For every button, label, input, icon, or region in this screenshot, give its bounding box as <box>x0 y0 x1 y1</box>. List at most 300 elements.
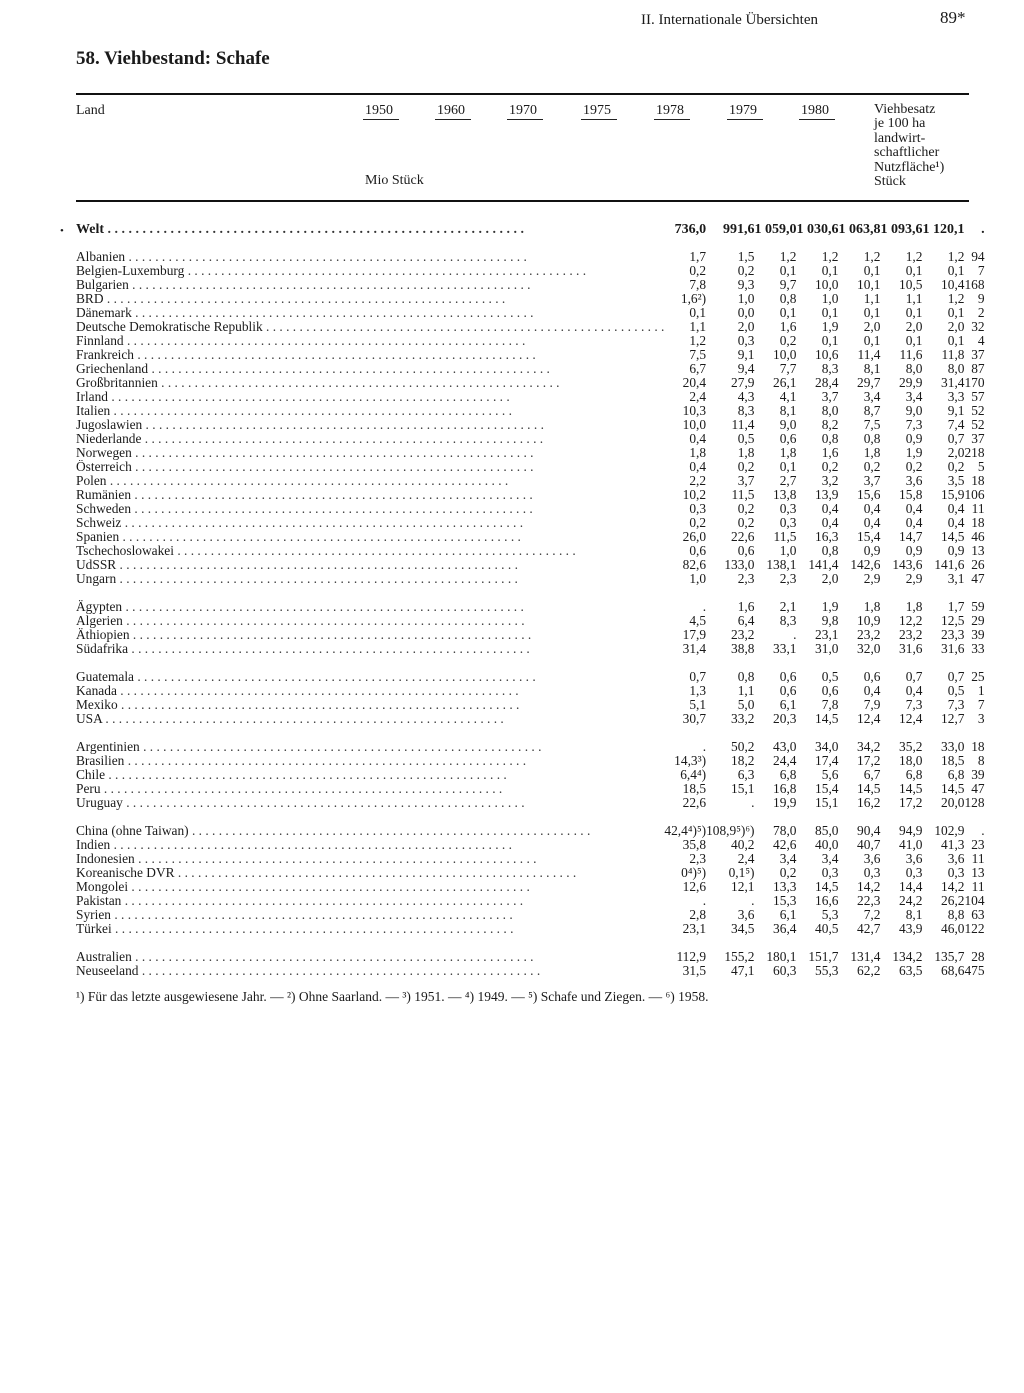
country-name: Chile . . . . . . . . . . . . . . . . . . . . . . . . . . . . . . . . . . . . . . . . . . . . . . . . . . . . . . . . . . . . <box>76 768 507 782</box>
country-name: Indonesien . . . . . . . . . . . . . . . . . . . . . . . . . . . . . . . . . . . . . . . . . . . . . . . . . . . . . . . . . . . . <box>76 852 537 866</box>
value-cell: 0,9 <box>905 543 923 558</box>
value-cell: 141,4 <box>808 557 839 572</box>
value-cell: 3,2 <box>821 473 839 488</box>
value-cell: 6,7 <box>689 361 707 376</box>
value-cell: 0,6 <box>779 669 797 684</box>
table-row <box>76 572 1024 586</box>
country-name: Türkei . . . . . . . . . . . . . . . . . . . . . . . . . . . . . . . . . . . . . . . . . . . . . . . . . . . . . . . . . . . . <box>76 922 514 936</box>
viehbesatz-cell: 94 <box>971 249 985 264</box>
value-cell: 0,3 <box>737 333 755 348</box>
viehbesatz-cell: 32 <box>971 319 985 334</box>
value-cell: 7,3 <box>905 417 923 432</box>
value-cell: 3,3 <box>947 389 965 404</box>
value-cell: 14,5 <box>815 879 839 894</box>
value-cell: 1,1 <box>689 319 707 334</box>
value-cell: 0,9 <box>863 543 881 558</box>
value-cell: 15,1 <box>815 795 839 810</box>
viehbesatz-cell: 29 <box>971 613 985 628</box>
value-cell: 15,4 <box>857 529 881 544</box>
value-cell: 33,0 <box>941 739 965 754</box>
country-name: Südafrika . . . . . . . . . . . . . . . . . . . . . . . . . . . . . . . . . . . . . . . . . . . . . . . . . . . . . . . . . . . . <box>76 642 530 656</box>
table-row <box>76 838 1024 852</box>
value-cell: 42,7 <box>857 921 881 936</box>
value-cell: 0,1 <box>905 333 923 348</box>
value-cell: 7,9 <box>863 697 881 712</box>
value-cell: 90,4 <box>857 823 881 838</box>
value-cell: 141,6 <box>934 557 965 572</box>
value-cell: 23,3 <box>941 627 965 642</box>
value-cell: 15,6 <box>857 487 881 502</box>
value-cell: 7,3 <box>905 697 923 712</box>
value-cell: 131,4 <box>850 949 881 964</box>
viehbesatz-line-4: schaftlicher <box>874 145 940 161</box>
table-row <box>76 614 1024 628</box>
value-cell: 2,7 <box>779 473 797 488</box>
value-cell: 3,4 <box>863 389 881 404</box>
value-cell: 0,2 <box>779 333 797 348</box>
viehbesatz-cell: 37 <box>971 431 985 446</box>
country-name: Belgien-Luxemburg . . . . . . . . . . . . . . . . . . . . . . . . . . . . . . . . . . . . . . . . . . . . . . . . . . . . . . . . . . . . <box>76 264 587 278</box>
value-cell: 8,8 <box>947 907 965 922</box>
value-cell: 3,1 <box>947 571 965 586</box>
value-cell: 40,5 <box>815 921 839 936</box>
value-cell: 6,8 <box>779 767 797 782</box>
value-cell: 94,9 <box>899 823 923 838</box>
value-cell: 63,5 <box>899 963 923 978</box>
table-row <box>76 460 1024 474</box>
value-cell: 34,2 <box>857 739 881 754</box>
value-cell: 3,6 <box>737 907 755 922</box>
table-row <box>76 320 1024 334</box>
value-cell: 6,7 <box>863 767 881 782</box>
value-cell: 1,8 <box>905 599 923 614</box>
value-cell: 991,6 <box>722 222 755 237</box>
value-cell: 31,4 <box>682 641 707 656</box>
group-spacer-cell <box>76 586 1024 600</box>
value-cell: 3,7 <box>863 473 881 488</box>
viehbesatz-cell: 4 <box>977 333 985 348</box>
value-cell: 0,4 <box>821 515 839 530</box>
value-cell: 0,4 <box>863 501 881 516</box>
value-cell: 0,7 <box>947 431 965 446</box>
value-cell: 13,8 <box>773 487 797 502</box>
viehbesatz-line-3: landwirt- <box>874 130 926 146</box>
value-cell: 32,0 <box>857 641 881 656</box>
value-cell: 16,8 <box>773 781 797 796</box>
viehbesatz-line-1: Viehbesatz <box>874 102 936 117</box>
viehbesatz-cell: 13 <box>971 865 985 880</box>
viehbesatz-line-6: Stück <box>874 174 906 190</box>
value-cell: 1,2 <box>863 249 881 264</box>
value-cell: 1,2 <box>947 291 965 306</box>
value-cell: 3,5 <box>947 473 965 488</box>
value-cell: 0,6 <box>779 683 797 698</box>
value-cell: 18,5 <box>682 781 707 796</box>
value-cell: 29,9 <box>899 375 923 390</box>
value-cell: 17,2 <box>857 753 881 768</box>
country-name: Großbritannien . . . . . . . . . . . . . . . . . . . . . . . . . . . . . . . . . . . . . . . . . . . . . . . . . . . . . . . . . . . . <box>76 376 560 390</box>
value-cell: 135,7 <box>934 949 965 964</box>
value-cell: 0,6 <box>737 543 755 558</box>
running-header-section: II. Internationale Übersichten <box>641 12 819 28</box>
value-cell: 7,8 <box>689 277 707 292</box>
value-cell: 2,2 <box>689 473 707 488</box>
table-row <box>76 894 1024 908</box>
value-cell: 10,9 <box>857 613 881 628</box>
value-cell: 0,6 <box>821 683 839 698</box>
country-name: Peru . . . . . . . . . . . . . . . . . . . . . . . . . . . . . . . . . . . . . . . . . . . . . . . . . . . . . . . . . . . . <box>76 782 503 796</box>
viehbesatz-line-5: Nutzfläche¹) <box>874 159 945 175</box>
value-cell: 0,1 <box>947 305 965 320</box>
value-cell: 0,8 <box>821 543 839 558</box>
value-cell: 0,1 <box>821 263 839 278</box>
value-cell: 0,4 <box>947 501 965 516</box>
table-row <box>76 866 1024 880</box>
value-cell: 7,4 <box>947 417 965 432</box>
value-cell: 36,4 <box>773 921 797 936</box>
column-header-1978: 1978 <box>656 103 684 118</box>
value-cell: . <box>702 599 707 614</box>
value-cell: 35,2 <box>899 739 923 754</box>
value-cell: 16,3 <box>815 529 839 544</box>
table-row <box>76 964 1024 978</box>
viehbesatz-cell: 52 <box>971 403 985 418</box>
country-name: Australien . . . . . . . . . . . . . . . . . . . . . . . . . . . . . . . . . . . . . . . . . . . . . . . . . . . . . . . . . . . . <box>76 950 534 964</box>
value-cell: . <box>702 893 707 908</box>
value-cell: 17,2 <box>899 795 923 810</box>
value-cell: 11,6 <box>899 347 923 362</box>
value-cell: 1,0 <box>779 543 797 558</box>
table-row <box>76 264 1024 278</box>
column-header-1970: 1970 <box>509 103 537 118</box>
footnote: ¹) Für das letzte ausgewiesene Jahr. — ²) Ohne Saarland. — ³) 1951. — ⁴) 1949. — ⁵) Schafe und Ziegen. — ⁶) 1958. <box>76 989 709 1004</box>
viehbesatz-cell: 23 <box>971 837 985 852</box>
value-cell: 2,0 <box>947 319 965 334</box>
value-cell: 12,4 <box>899 711 923 726</box>
value-cell: 1,2 <box>779 249 797 264</box>
value-cell: 0,3 <box>689 501 707 516</box>
value-cell: 6,1 <box>779 697 797 712</box>
value-cell: 3,6 <box>905 851 923 866</box>
value-cell: 23,2 <box>899 627 923 642</box>
value-cell: 2,8 <box>689 907 707 922</box>
column-header-land: Land <box>76 103 105 118</box>
country-name: Jugoslawien . . . . . . . . . . . . . . . . . . . . . . . . . . . . . . . . . . . . . . . . . . . . . . . . . . . . . . . . . . . . <box>76 418 544 432</box>
viehbesatz-cell: 3 <box>977 711 985 726</box>
country-name: Finnland . . . . . . . . . . . . . . . . . . . . . . . . . . . . . . . . . . . . . . . . . . . . . . . . . . . . . . . . . . . . <box>76 334 526 348</box>
value-cell: 0,5 <box>947 683 965 698</box>
viehbesatz-cell: 28 <box>971 949 985 964</box>
viehbesatz-cell: 5 <box>977 459 985 474</box>
country-name: Mexiko . . . . . . . . . . . . . . . . . . . . . . . . . . . . . . . . . . . . . . . . . . . . . . . . . . . . . . . . . . . . <box>76 698 520 712</box>
value-cell: 6,8 <box>905 767 923 782</box>
viehbesatz-cell: . <box>981 222 985 237</box>
viehbesatz-cell: 7 <box>977 697 985 712</box>
table-row <box>76 250 1024 264</box>
value-cell: 15,4 <box>815 781 839 796</box>
value-cell: 1,2 <box>821 249 839 264</box>
value-cell: 12,5 <box>941 613 965 628</box>
table-row <box>76 278 1024 292</box>
value-cell: 13,3 <box>773 879 797 894</box>
value-cell: 1 120,1 <box>922 222 965 237</box>
value-cell: 1 059,0 <box>754 222 797 237</box>
value-cell: 33,2 <box>731 711 755 726</box>
value-cell: 14,5 <box>941 529 965 544</box>
viehbesatz-cell: 122 <box>964 921 985 936</box>
value-cell: 0,1 <box>905 263 923 278</box>
viehbesatz-cell: 18 <box>971 515 985 530</box>
value-cell: 0,7 <box>905 669 923 684</box>
value-cell: 138,1 <box>766 557 797 572</box>
value-cell: 0,2 <box>863 459 881 474</box>
value-cell: 0,4 <box>863 683 881 698</box>
group-spacer <box>76 936 1024 950</box>
table-row <box>76 950 1024 964</box>
value-cell: 2,1 <box>779 599 797 614</box>
table-row <box>76 768 1024 782</box>
value-cell: 2,0 <box>737 319 755 334</box>
table-row <box>76 446 1024 460</box>
value-cell: 1,8 <box>689 445 707 460</box>
value-cell: 26,0 <box>682 529 707 544</box>
group-spacer-cell <box>76 810 1024 824</box>
value-cell: 29,7 <box>857 375 881 390</box>
year-underline-1980 <box>799 119 835 120</box>
value-cell: 20,3 <box>773 711 797 726</box>
value-cell: 3,6 <box>863 851 881 866</box>
country-name: Niederlande . . . . . . . . . . . . . . . . . . . . . . . . . . . . . . . . . . . . . . . . . . . . . . . . . . . . . . . . . . . . <box>76 432 544 446</box>
value-cell: 23,2 <box>857 627 881 642</box>
country-name: Ägypten . . . . . . . . . . . . . . . . . . . . . . . . . . . . . . . . . . . . . . . . . . . . . . . . . . . . . . . . . . . . <box>76 600 524 614</box>
value-cell: 14,2 <box>941 879 965 894</box>
value-cell: 38,8 <box>731 641 755 656</box>
country-name: Bulgarien . . . . . . . . . . . . . . . . . . . . . . . . . . . . . . . . . . . . . . . . . . . . . . . . . . . . . . . . . . . . <box>76 278 531 292</box>
value-cell: 11,5 <box>773 529 797 544</box>
viehbesatz-cell: 33 <box>971 641 985 656</box>
value-cell: 42,4⁴)⁵) <box>664 823 707 838</box>
viehbesatz-cell: . <box>981 823 985 838</box>
value-cell: 0,1 <box>905 305 923 320</box>
value-cell: 2,9 <box>863 571 881 586</box>
viehbesatz-cell: 63 <box>971 907 985 922</box>
value-cell: 8,1 <box>863 361 881 376</box>
value-cell: 82,6 <box>682 557 707 572</box>
viehbesatz-cell: 11 <box>971 851 985 866</box>
value-cell: 22,6 <box>682 795 707 810</box>
value-cell: 133,0 <box>724 557 755 572</box>
value-cell: 2,0 <box>863 319 881 334</box>
country-name: Albanien . . . . . . . . . . . . . . . . . . . . . . . . . . . . . . . . . . . . . . . . . . . . . . . . . . . . . . . . . . . . <box>76 250 527 264</box>
value-cell: 27,9 <box>731 375 755 390</box>
value-cell: 2,3 <box>689 851 707 866</box>
table-header-rule <box>76 200 969 202</box>
value-cell: 34,5 <box>731 921 755 936</box>
value-cell: 30,7 <box>682 711 707 726</box>
value-cell: 2,3 <box>737 571 755 586</box>
value-cell: 1,2 <box>689 333 707 348</box>
value-cell: 31,0 <box>815 641 839 656</box>
value-cell: 2,0 <box>905 319 923 334</box>
value-cell: 1,5 <box>737 249 755 264</box>
value-cell: 0,2 <box>689 515 707 530</box>
viehbesatz-cell: 128 <box>964 795 985 810</box>
viehbesatz-cell: 52 <box>971 417 985 432</box>
value-cell: 1,6 <box>821 445 839 460</box>
value-cell: 5,3 <box>821 907 839 922</box>
value-cell: 9,0 <box>905 403 923 418</box>
viehbesatz-cell: 218 <box>964 445 985 460</box>
value-cell: 0,2 <box>737 501 755 516</box>
value-cell: 6,4⁴) <box>680 767 707 782</box>
value-cell: 0,3 <box>779 515 797 530</box>
column-header-1960: 1960 <box>437 103 465 118</box>
value-cell: 2,4 <box>737 851 755 866</box>
value-cell: 1,0 <box>737 291 755 306</box>
value-cell: 736,0 <box>674 222 707 237</box>
value-cell: 0,1 <box>821 333 839 348</box>
value-cell: 31,6 <box>941 641 965 656</box>
group-spacer <box>76 810 1024 824</box>
country-name: Ungarn . . . . . . . . . . . . . . . . . . . . . . . . . . . . . . . . . . . . . . . . . . . . . . . . . . . . . . . . . . . . <box>76 572 518 586</box>
value-cell: 180,1 <box>766 949 797 964</box>
value-cell: 2,9 <box>905 571 923 586</box>
value-cell: 3,4 <box>905 389 923 404</box>
country-name: Spanien . . . . . . . . . . . . . . . . . . . . . . . . . . . . . . . . . . . . . . . . . . . . . . . . . . . . . . . . . . . . <box>76 530 521 544</box>
value-cell: 5,1 <box>689 697 707 712</box>
value-cell: . <box>793 627 797 642</box>
country-name: Dänemark . . . . . . . . . . . . . . . . . . . . . . . . . . . . . . . . . . . . . . . . . . . . . . . . . . . . . . . . . . . . <box>76 306 534 320</box>
value-cell: 0,4 <box>689 459 707 474</box>
value-cell: 1,6²) <box>680 291 707 306</box>
value-cell: 3,7 <box>821 389 839 404</box>
value-cell: 143,6 <box>892 557 923 572</box>
country-name: Österreich . . . . . . . . . . . . . . . . . . . . . . . . . . . . . . . . . . . . . . . . . . . . . . . . . . . . . . . . . . . . <box>76 460 534 474</box>
value-cell: 85,0 <box>815 823 839 838</box>
value-cell: 10,0 <box>815 277 839 292</box>
value-cell: 9,8 <box>821 613 839 628</box>
value-cell: 1,2 <box>947 249 965 264</box>
value-cell: 0,1 <box>863 333 881 348</box>
value-cell: 1,2 <box>905 249 923 264</box>
value-cell: 0,4 <box>947 515 965 530</box>
value-cell: 0,6 <box>689 543 707 558</box>
value-cell: 9,7 <box>779 277 797 292</box>
value-cell: 0,4 <box>905 515 923 530</box>
table-row <box>76 432 1024 446</box>
country-name: Tschechoslowakei . . . . . . . . . . . . . . . . . . . . . . . . . . . . . . . . . . . . . . . . . . . . . . . . . . . . . . . . . . . . <box>76 544 576 558</box>
value-cell: 0,1 <box>863 263 881 278</box>
value-cell: 1,7 <box>689 249 707 264</box>
value-cell: 0,6 <box>863 669 881 684</box>
value-cell: 11,5 <box>731 487 755 502</box>
value-cell: 12,2 <box>899 613 923 628</box>
country-name: Schweiz . . . . . . . . . . . . . . . . . . . . . . . . . . . . . . . . . . . . . . . . . . . . . . . . . . . . . . . . . . . . <box>76 516 524 530</box>
value-cell: 2,4 <box>689 389 707 404</box>
value-cell: 17,9 <box>682 627 707 642</box>
value-cell: 17,4 <box>815 753 839 768</box>
value-cell: 0⁴)⁵) <box>681 865 707 880</box>
value-cell: 11,8 <box>941 347 965 362</box>
viehbesatz-cell: 8 <box>977 753 985 768</box>
value-cell: 23,1 <box>815 627 839 642</box>
value-cell: 8,0 <box>821 403 839 418</box>
viehbesatz-cell: 170 <box>964 375 985 390</box>
value-cell: 0,9 <box>905 431 923 446</box>
value-cell: 151,7 <box>808 949 839 964</box>
value-cell: 1,8 <box>737 445 755 460</box>
country-name: Kanada . . . . . . . . . . . . . . . . . . . . . . . . . . . . . . . . . . . . . . . . . . . . . . . . . . . . . . . . . . . . <box>76 684 519 698</box>
table-row <box>76 348 1024 362</box>
value-cell: 43,9 <box>899 921 923 936</box>
table-row <box>76 628 1024 642</box>
country-name: Brasilien . . . . . . . . . . . . . . . . . . . . . . . . . . . . . . . . . . . . . . . . . . . . . . . . . . . . . . . . . . . . <box>76 754 527 768</box>
country-name: Rumänien . . . . . . . . . . . . . . . . . . . . . . . . . . . . . . . . . . . . . . . . . . . . . . . . . . . . . . . . . . . . <box>76 488 533 502</box>
value-cell: 1,0 <box>689 571 707 586</box>
table-row <box>76 488 1024 502</box>
value-cell: 31,4 <box>941 375 965 390</box>
value-cell: 0,1⁵) <box>728 865 755 880</box>
value-cell: 13,9 <box>815 487 839 502</box>
value-cell: 8,0 <box>947 361 965 376</box>
table-row <box>76 474 1024 488</box>
viehbesatz-cell: 87 <box>971 361 985 376</box>
value-cell: 15,9 <box>941 487 965 502</box>
viehbesatz-cell: 475 <box>964 963 985 978</box>
value-cell: 7,3 <box>947 697 965 712</box>
value-cell: 6,1 <box>779 907 797 922</box>
value-cell: 3,4 <box>779 851 797 866</box>
value-cell: 24,2 <box>899 893 923 908</box>
value-cell: 41,0 <box>899 837 923 852</box>
value-cell: 0,8 <box>737 669 755 684</box>
value-cell: 1 063,8 <box>838 222 881 237</box>
value-cell: 1,9 <box>905 445 923 460</box>
value-cell: 2,0 <box>947 445 965 460</box>
value-cell: 0,2 <box>737 459 755 474</box>
value-cell: 0,8 <box>779 291 797 306</box>
value-cell: 10,3 <box>682 403 707 418</box>
value-cell: 0,2 <box>737 515 755 530</box>
value-cell: 33,1 <box>773 641 797 656</box>
year-underline-1979 <box>727 119 763 120</box>
year-underline-1978 <box>654 119 690 120</box>
value-cell: 78,0 <box>773 823 797 838</box>
value-cell: 8,2 <box>821 417 839 432</box>
value-cell: 40,0 <box>815 837 839 852</box>
value-cell: 7,5 <box>689 347 707 362</box>
viehbesatz-cell: 13 <box>971 543 985 558</box>
viehbesatz-cell: 9 <box>977 291 985 306</box>
country-name: Syrien . . . . . . . . . . . . . . . . . . . . . . . . . . . . . . . . . . . . . . . . . . . . . . . . . . . . . . . . . . . . <box>76 908 513 922</box>
value-cell: 112,9 <box>676 949 707 964</box>
country-name: Indien . . . . . . . . . . . . . . . . . . . . . . . . . . . . . . . . . . . . . . . . . . . . . . . . . . . . . . . . . . . . <box>76 838 512 852</box>
value-cell: 0,7 <box>689 669 707 684</box>
value-cell: 15,3 <box>773 893 797 908</box>
value-cell: 9,1 <box>737 347 755 362</box>
table-row <box>76 908 1024 922</box>
value-cell: 12,1 <box>731 879 755 894</box>
table-row <box>76 642 1024 656</box>
country-name: Polen . . . . . . . . . . . . . . . . . . . . . . . . . . . . . . . . . . . . . . . . . . . . . . . . . . . . . . . . . . . . <box>76 474 509 488</box>
table-row <box>76 390 1024 404</box>
value-cell: 12,6 <box>682 879 707 894</box>
value-cell: 10,4 <box>941 277 965 292</box>
value-cell: 1,7 <box>947 599 965 614</box>
viehbesatz-cell: 39 <box>971 767 985 782</box>
page-title: 58. Viehbestand: Schafe <box>76 48 270 69</box>
value-cell: 1,1 <box>905 291 923 306</box>
